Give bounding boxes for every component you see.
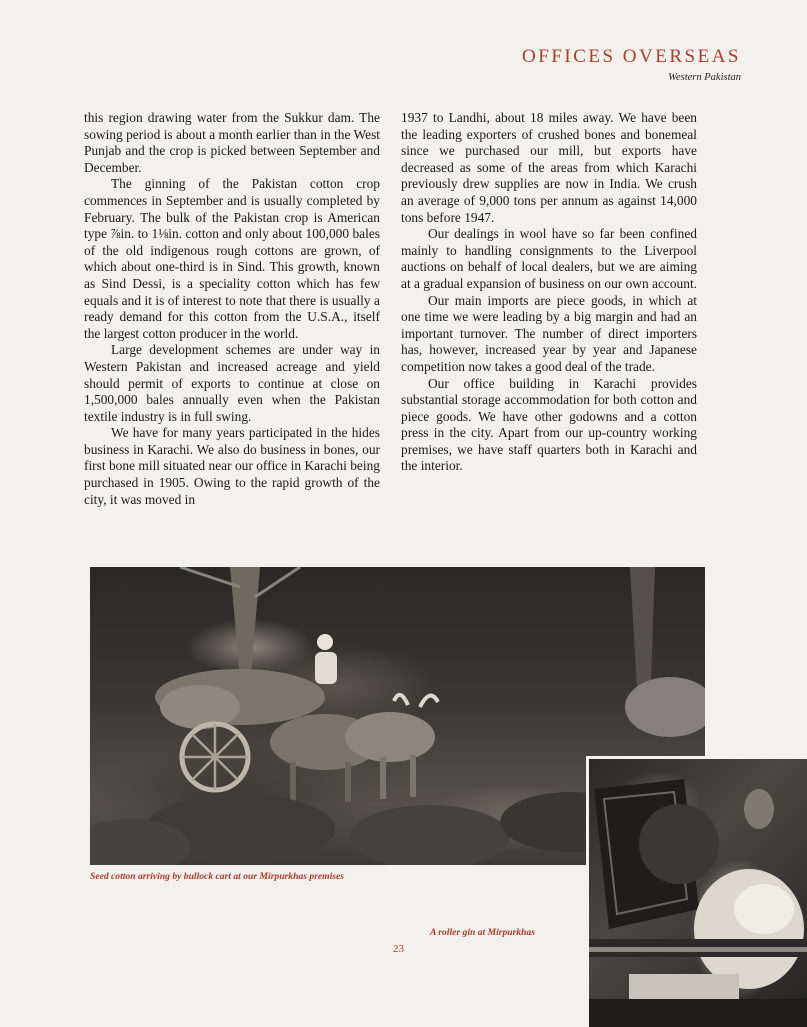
paragraph: The ginning of the Pakistan cotton crop commences in September and is usually completed by February. The bulk of the Pakistan crop is American type ⅞in. to 1⅛in. cotton and only about 100,000 bales of the old indigenous rough cottons are grown, of which about one-third is in Sind. This growth, known as Sind Dessi, is a speciality cotton which has few equals and it is of interest to note that there is usually a ready demand for this cotton from the U.S.A., itself the largest cotton producer in the world. <box>84 176 380 341</box>
page-number: 23 <box>393 943 404 955</box>
paragraph: We have for many years participated in the hides business in Karachi. We also do business in bones, our first bone mill situated near our office in Karachi being purchased in 1905. Owing to the rapid growth of the city, it was moved in <box>84 425 380 507</box>
photo-caption: Seed cotton arriving by bullock cart at our Mirpurkhas premises <box>90 871 344 882</box>
roller-gin-illustration <box>589 759 807 1027</box>
text-column-left <box>84 110 380 508</box>
paragraph: Our office building in Karachi provides substantial storage accommodation for both cotton and piece goods. We have other godowns and a cotton press in the city. Apart from our up-country working premises, we have staff quarters both in Karachi and the interior. <box>401 375 697 474</box>
section-subtitle: Western Pakistan <box>668 72 741 83</box>
roller-gin-photo <box>586 756 807 1027</box>
photo-caption: A roller gin at Mirpurkhas <box>430 927 536 938</box>
section-title: OFFICES OVERSEAS <box>522 46 741 67</box>
text-column-right <box>401 110 697 475</box>
paragraph: Large development schemes are under way in Western Pakistan and increased acreage and yield should permit of exports to continue at close on 1,500,000 bales annually even when the Pakistan textile industry is in full swing. <box>84 342 380 424</box>
paragraph: Our dealings in wool have so far been confined mainly to handling consignments to the Liverpool auctions on behalf of local dealers, but we are aiming at a gradual expansion of business on our own account. <box>401 226 698 291</box>
paragraph: 1937 to Landhi, about 18 miles away. We have been the leading exporters of crushed bones and bonemeal since we purchased our mill, but exports have decreased as some of the areas from which Karachi previously drew supplies are now in India. We crush an average of 9,000 tons per annum as against 14,000 tons before 1947. <box>401 110 697 225</box>
paragraph: Our main imports are piece goods, in which at one time we were leading by a big margin and had an important turnover. The number of direct importers has, however, increased year by year and Japanese competition now takes a good deal of the trade. <box>401 292 697 374</box>
paragraph: this region drawing water from the Sukkur dam. The sowing period is about a month earlier than in the West Punjab and the crop is picked between September and December. <box>84 110 380 175</box>
